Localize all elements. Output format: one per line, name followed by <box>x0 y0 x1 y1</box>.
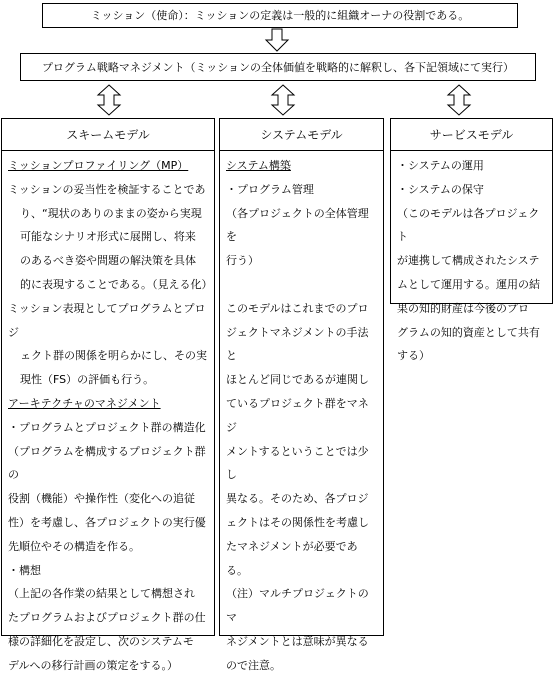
program-text: プログラム戦略マネジメント（ミッションの全体価値を戦略的に解釈し、各下記領域にて実行） <box>41 60 515 74</box>
scheme-model-column <box>1 118 215 672</box>
text-line: ・構想 <box>8 563 41 577</box>
text-line: たプログラムおよびプロジェクト群の仕 <box>8 611 206 625</box>
text-line: 可能なシナリオ形式に展開し、将来 <box>20 230 196 244</box>
text-line: ・プログラムとプロジェクト群の構造化 <box>8 420 206 434</box>
mission-box <box>42 3 518 28</box>
program-box <box>20 53 536 81</box>
double-arrow-icon <box>446 84 472 116</box>
text-line: る。 <box>226 563 248 577</box>
text-line: 果の知的財産は今後のプロ <box>397 301 529 315</box>
scheme-model-header <box>1 118 215 151</box>
system-model-header <box>219 118 384 151</box>
text-line: このモデルはこれまでのプロ <box>226 301 369 315</box>
text-line: ・システムの運用 <box>397 159 484 172</box>
text-line: 性）を考慮し、各プロジェクトの実行優 <box>8 515 206 529</box>
service-model-header <box>390 118 553 151</box>
text-line: り、“現状のありのままの姿から実現 <box>20 206 202 220</box>
text-line: 様の詳細化を設定し、次のシステムモ <box>8 634 194 648</box>
system-model-column <box>219 118 384 672</box>
down-arrow-icon <box>264 28 290 52</box>
text-line: 現性（FS）の評価も行う。 <box>20 373 155 387</box>
text-line: メントするということでは少し <box>226 444 369 482</box>
text-line: （プログラムを構成するプロジェクト群の <box>8 444 206 482</box>
section-heading: システム構築 <box>226 159 291 172</box>
mission-text: ミッション（使命）：ミッションの定義は一般的に組織オーナの役割である。 <box>90 9 470 22</box>
text-line: ムとして運用する。運用の結 <box>397 277 540 291</box>
text-line: （このモデルは各プロジェクト <box>397 206 540 244</box>
text-line: （注）マルチプロジェクトのマ <box>226 587 369 625</box>
service-model-body <box>390 151 553 363</box>
text-line: ほとんど同じであるが連関し <box>226 373 369 387</box>
text-line: たマネジメントが必要であ <box>226 539 358 553</box>
section-heading: アーキテクチャのマネジメント <box>8 396 161 410</box>
text-line: 異なる。そのため、各プロジ <box>226 492 369 506</box>
text-line: デルへの移行計画の策定をする。） <box>8 658 178 672</box>
text-line: 行う） <box>226 254 259 268</box>
section-heading: ミッションプロファイリング（MP） <box>8 159 189 172</box>
text-line: ェクト群の関係を明らかにし、その実 <box>20 349 207 363</box>
text-line: のあるべき姿や問題の解決策を具体 <box>20 254 196 268</box>
text-line <box>226 273 379 297</box>
text-line: 役割（機能）や操作性（変化への追従 <box>8 492 195 506</box>
text-line: （上記の各作業の結果として構想され <box>8 587 195 601</box>
text-line: ミッションの妥当性を検証することであ <box>8 182 206 196</box>
scheme-model-body <box>1 151 215 672</box>
scheme-model-title: スキームモデル <box>66 128 150 142</box>
text-line: ネジメントとは意味が異なる <box>226 634 369 648</box>
text-line: 先順位やその構造を作る。 <box>8 539 140 553</box>
text-line: する） <box>397 349 430 363</box>
system-model-title: システムモデル <box>260 128 343 142</box>
text-line: ミッション表現としてプログラムとプロジ <box>8 301 206 339</box>
system-model-body <box>219 151 384 672</box>
service-model-column <box>390 118 553 363</box>
text-line: ジェクトマネジメントの手法と <box>226 325 369 363</box>
text-line: が連携して構成されたシステ <box>397 254 540 268</box>
service-model-title: サービスモデル <box>429 128 514 142</box>
text-line: ・プログラム管理 <box>226 182 314 196</box>
text-line: ので注意。 <box>226 658 281 672</box>
text-line: （各プロジェクトの全体管理を <box>226 206 369 244</box>
double-arrow-icon <box>270 84 296 116</box>
text-line: 的に表現することである。（見える化） <box>20 277 213 291</box>
double-arrow-icon <box>96 84 122 116</box>
text-line: ・システムの保守 <box>397 182 484 196</box>
text-line: グラムの知的資産として共有 <box>397 325 540 339</box>
text-line: ェクトはその関係性を考慮し <box>226 515 369 529</box>
text-line: ているプロジェクト群をマネジ <box>226 396 369 434</box>
